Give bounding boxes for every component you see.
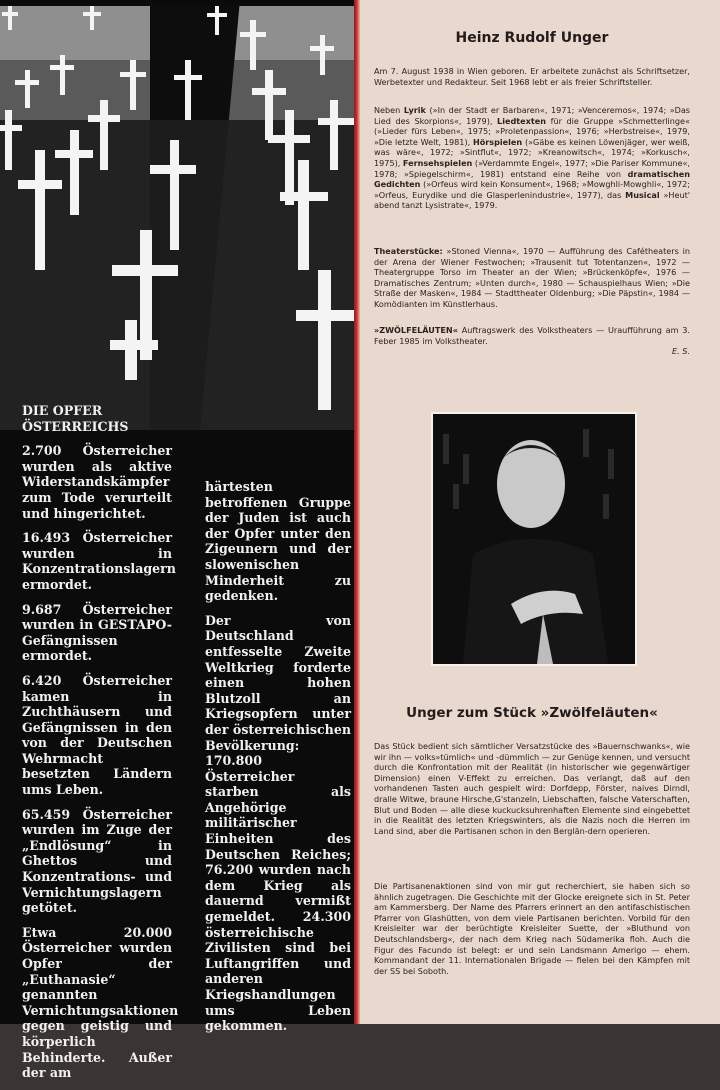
victims-paragraph: 2.700 Österreicher wurden als aktive Widerstandskämpfer zum Tode verurteilt und hingerichtet. — [22, 443, 172, 521]
zwoelf-paragraph: »ZWÖLFELÄUTEN« Auftragswerk des Volkstheaters — Uraufführung am 3. Feber 1985 im Volkstheater. E. S. — [374, 325, 690, 357]
victims-paragraph: 9.687 Österreicher wurden in GESTAPO-Gefängnissen ermordet. — [22, 601, 172, 664]
left-page — [0, 0, 358, 1081]
victims-paragraph: 65.459 Österreicher wurden im Zuge der „Endlösung“ in Ghettos und Konzentrations- und Vernichtungslagern getötet. — [22, 806, 172, 916]
section-title: Unger zum Stück »Zwölfeläuten« — [406, 705, 658, 721]
cemetery-photo — [0, 0, 358, 430]
victims-paragraph: härtesten betroffenen Gruppe der Juden ist auch der Opfer unter den Zigeunern und der slowenischen Minderheit zu gedenken. — [205, 479, 351, 604]
author-portrait — [431, 412, 637, 666]
page-spine — [354, 0, 360, 1024]
victims-column-left: DIE OPFER ÖSTERREICHS 2.700 Österreicher wurden als aktive Widerstandskämpfer zum Tode verurteilt und hingerichtet. 16.493 Österreicher wurden in Konzentrationslagern ermordet. 9.687 Österreicher wurden in GESTAPO-Gefängnissen ermordet. 6.420 Österreicher kamen in Zuchthäusern und Gefängnissen in den von der Deutschen Wehrmacht besetzten Ländern ums Leben. 65.459 Österreicher wurden im Zuge der „Endlösung“ in Ghettos und Konzentrations- und Vernichtungslagern getötet. Etwa 20.000 Österreicher wurden Opfer der „Euthanasie“ genannten Vernichtungsaktionen gegen geistig und körperlich Behinderte. Außer der am — [22, 403, 179, 1081]
bio-paragraph: Am 7. August 1938 in Wien geboren. Er arbeitete zunächst als Schriftsetzer, Werbetexter und Redakteur. Seit 1968 lebt er als freier Schriftsteller. — [374, 66, 690, 87]
victims-paragraph: Der von Deutschland entfesselte Zweite Weltkrieg forderte einen hohen Blutzoll an Kriegsopfern unter der österreichischen Bevölkerung: 170.800 Österreicher starben als Angehörige militärischer Einheiten des Deutschen Reiches; 76.200 wurden nach dem Krieg als dauernd vermißt gemeldet. 24.300 österreichische Zivilisten sind bei Luftangriffen und anderen Kriegshandlungen ums Leben gekommen. — [205, 612, 351, 1034]
section-paragraph-1: Das Stück bedient sich sämtlicher Versatzstücke des »Bauernschwanks«, wie wir ihn — volks»tümlich« und -dümmlich — zur Genüge kennen, und versucht durch die Konfrontation mit der Realität (in historischer wie gegenwärtiger Dimension) einen V-Effekt zu erreichen. Das verlangt, daß auf den vorhandenen Tasten auch gespielt wird: Dorfdepp, Förster, naives Dirndl, dralle Witwe, braune Hirsche,G'stanzeln, Liebschaften, falsche Vaterschaften, Blut und Boden — alle diese kuckucksuhrenhaften Elemente sind eingebettet in die Realität des letzten Kriegswinters, als die Nazis noch die Herren im Land sind, aber die Partisanen schon in den Berglän-dern operieren. — [374, 741, 690, 836]
section-paragraph-2: Die Partisanenaktionen sind von mir gut recherchiert, sie haben sich so ähnlich zugetragen. Die Geschichte mit der Glocke ereignete sich in St. Peter am Kammersberg. Der Name des Pfarrers erinnert an den antifaschistischen Pfarrer von Glashütten, von dem viele Partisanen berichten. Vorbild für den Kreisleiter war der berüchtigte Kreisleiter Suette, der »Bluthund von Deutschlandsberg«, der nach dem Krieg nach Südamerika floh. Auch die Figur des Facundo ist belegt: er und sein Landsmann Amerigo — ehem. Kommandant der 11. Internationalen Brigade — fielen bei den Kämpfen mit der SS bei Soboth. — [374, 881, 690, 976]
works-paragraph: Neben Lyrik (»In der Stadt er Barbaren«, 1971; »Venceremos«, 1974; »Das Lied des Skorpions«, 1979), Liedtexten für die Gruppe »Schmetterlinge« (»Lieder fürs Leben«, 1975; »Proletenpassion«, 1976; »Herbstreise«, 1979, »Die letzte Welt, 1981), Hörspielen (»Gäbe es keinen Löwenjäger, wer weiß, was wäre«, 1972; »Sintflut«, 1972; »Kreanowitsch«, 1974; »Korkusch«, 1975), Fernsehspielen (»Verdammte Engel«, 1977; »Die Pariser Kommune«, 1978; »Spiegelschirm«, 1981) entstand eine Reihe von dramatischen Gedichten (»Orfeus wird kein Konsument«, 1968; »Mowghli-Mowghli«, 1972; »Orfeus, Eurydike und die Glasperlenindustrie«, 1977), das Musical »Heut' abend tanzt Lysistrate«, 1979. — [374, 105, 690, 211]
signature: E. S. — [672, 346, 690, 357]
victims-paragraph: 6.420 Österreicher kamen in Zuchthäusern und Gefängnissen in den von der Deutschen Wehrmacht besetzten Ländern ums Leben. — [22, 672, 172, 798]
victims-paragraph: Etwa 20.000 Österreicher wurden Opfer der „Euthanasie“ genannten Vernichtungsaktionen gegen geistig und körperlich Behinderte. Außer der am — [22, 924, 179, 1081]
author-title: Heinz Rudolf Unger — [455, 30, 609, 46]
victims-column-right — [205, 479, 351, 1043]
victims-paragraph: 16.493 Österreicher wurden in Konzentrationslagern ermordet. — [22, 530, 176, 592]
theater-paragraph: Theaterstücke: »Stoned Vienna«, 1970 — Aufführung des Cafétheaters in der Arena der Wiener Festwochen; »Trausenit tut Totentanzen«, 1972 — Theatergruppe Torso im Theater an der Wien; »Brückenköpfe«, 1976 — Dramatisches Zentrum; »Unten durch«, 1980 — Schauspielhaus Wien; »Die Straße der Masken«, 1984 — Stadttheater Oldenburg; »Die Päpstin«, 1984 — Komödianten im Künstlerhaus. — [374, 246, 690, 309]
